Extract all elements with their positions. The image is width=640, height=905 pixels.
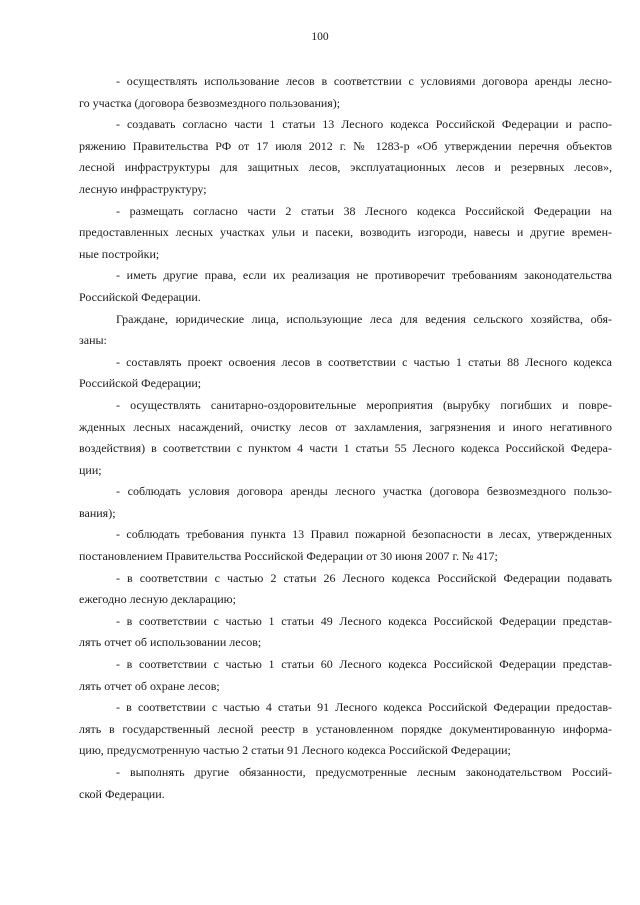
paragraph-line: - в соответствии с частью 1 статьи 60 Лесного кодекса Российской Федерации представ- (116, 657, 612, 672)
paragraph-line: постановлением Правительства Российской Федерации от 30 июня 2007 г. № 417; (79, 549, 498, 564)
paragraph-line: лесной инфраструктуры для защитных лесов, эксплуатационных лесов и резервных лесов», (79, 160, 612, 175)
paragraph (79, 524, 612, 567)
paragraph-line: - соблюдать условия договора аренды лесного участка (договора безвозмездного пользо- (116, 484, 612, 499)
paragraph-line: воздействия) в соответствии с пунктом 4 части 1 статьи 55 Лесного кодекса Российской Федера- (79, 441, 612, 456)
paragraph (79, 201, 612, 266)
paragraph-line: заны: (79, 333, 107, 348)
paragraph-line: - в соответствии с частью 2 статьи 26 Лесного кодекса Российской Федерации подавать (116, 570, 612, 585)
paragraph (79, 654, 612, 697)
paragraph (79, 697, 612, 762)
paragraph-line: Российской Федерации; (79, 376, 202, 391)
paragraph-line: ряжению Правительства РФ от 17 июля 2012 г. № 1283-р «Об утверждении перечня объектов (79, 138, 612, 153)
paragraph-line: го участка (договора безвозмездного пользования); (79, 95, 341, 110)
paragraph-line: - иметь другие права, если их реализация не противоречит требованиям законодательства (116, 268, 612, 283)
paragraph-line: - осуществлять санитарно-оздоровительные мероприятия (вырубку погибших и повре- (116, 397, 612, 412)
paragraph-line: цию, предусмотренную частью 2 статьи 91 Лесного кодекса Российской Федерации; (79, 743, 511, 758)
paragraph-line: лесную инфраструктуру; (79, 181, 207, 196)
paragraph-line: - в соответствии с частью 1 статьи 49 Лесного кодекса Российской Федерации представ- (116, 613, 612, 628)
paragraph (79, 762, 612, 805)
paragraph (79, 265, 612, 308)
page-number: 100 (311, 31, 329, 43)
paragraph-line: ные постройки; (79, 246, 160, 261)
paragraph-line: ежегодно лесную декларацию; (79, 592, 236, 607)
paragraph-line: жденных лесных насаждений, очистку лесов от захламления, загрязнения и иного негативного (79, 419, 612, 434)
paragraph-line: - в соответствии с частью 4 статьи 91 Лесного кодекса Российской Федерации предостав- (116, 700, 612, 715)
paragraph-line: - выполнять другие обязанности, предусмотренные лесным законодательством Россий- (116, 765, 612, 779)
paragraph-line: лять отчет об использовании лесов; (79, 635, 262, 650)
paragraph-line: предоставленных лесных участках ульи и пасеки, возводить изгороди, навесы и другие времен- (79, 225, 612, 240)
paragraph (79, 309, 612, 352)
paragraph (79, 481, 612, 524)
paragraph-line: вания); (79, 505, 116, 520)
paragraph-line: - соблюдать требования пункта 13 Правил пожарной безопасности в лесах, утвержденных (116, 527, 612, 542)
paragraph-line: - осуществлять использование лесов в соответствии с условиями договора аренды лесно- (116, 74, 612, 88)
paragraph (79, 568, 612, 611)
paragraph-line: - создавать согласно части 1 статьи 13 Лесного кодекса Российской Федерации и распо- (116, 117, 612, 132)
document-body (79, 71, 612, 805)
paragraph-line: Граждане, юридические лица, использующие леса для ведения сельского хозяйства, обя- (116, 311, 612, 326)
paragraph (79, 71, 612, 114)
paragraph-line: ции; (79, 462, 102, 477)
paragraph-line: лять отчет об охране лесов; (79, 678, 220, 693)
paragraph-line: лять в государственный лесной реестр в установленном порядке документированную информа- (79, 721, 612, 736)
paragraph (79, 395, 612, 481)
paragraph (79, 352, 612, 395)
paragraph-line: - размещать согласно части 2 статьи 38 Лесного кодекса Российской Федерации на (116, 203, 612, 218)
paragraph (79, 114, 612, 200)
paragraph-line: Российской Федерации. (79, 289, 201, 304)
paragraph-line: - составлять проект освоения лесов в соответствии с частью 1 статьи 88 Лесного кодекса (116, 354, 612, 369)
paragraph (79, 611, 612, 654)
paragraph-line: ской Федерации. (79, 786, 165, 801)
